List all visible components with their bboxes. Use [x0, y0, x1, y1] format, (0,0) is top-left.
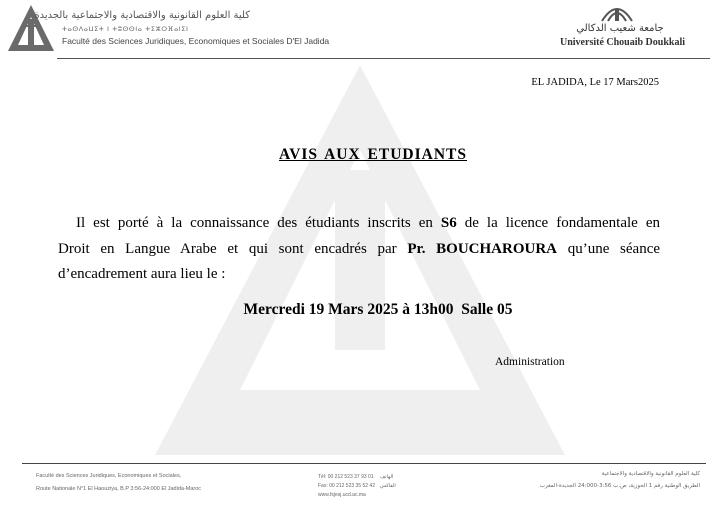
footer-address-arabic: [490, 468, 700, 492]
notice-date: EL JADIDA, Le 17 Mars2025: [531, 77, 659, 88]
notice-body: [58, 211, 660, 288]
university-logo-icon: [600, 1, 634, 23]
professor-name: Pr. BOUCHAROURA: [407, 240, 558, 257]
body-text: Il est porté à la connaissance des étudiants inscrits en: [76, 215, 441, 231]
university-name-french: Université Chouaib Doukkali: [560, 37, 686, 48]
session-details: Mercredi 19 Mars 2025 à 13h00 Salle 05: [243, 301, 513, 318]
footer-text: الطريق الوطنية رقم 1 الحوزية، ص.ب 3:56-24:000 الجديدة-المغرب: [539, 483, 700, 489]
semester-label: S6: [440, 215, 457, 231]
footer-text: Route Nationale N°1 El Haouziya, B.P 3:56-24:000 El Jadida-Maroc: [36, 486, 202, 492]
footer-phone-label: الهاتف: [380, 474, 394, 480]
body-text: de la licence fondamentale en: [456, 215, 660, 231]
footer-text: كلية العلوم القانونية والاقتصادية والاجتماعية: [601, 471, 700, 477]
body-line-1: [58, 211, 660, 237]
body-text: Droit en Langue Arabe et qui sont encadrés par: [58, 240, 408, 257]
footer-phone: Tél: 00 212 523 37 93 01: [318, 474, 374, 480]
signature: Administration: [495, 356, 565, 368]
letterhead: [0, 0, 716, 62]
faculty-name-arabic: كلية العلوم القانونية والاقتصادية والاجتماعية بالجديدة: [34, 10, 250, 21]
university-name-arabic: جامعة شعيب الدكالي: [576, 23, 664, 34]
footer-text: Faculté des Sciences Juridiques, Economiques et Sociales,: [36, 473, 182, 479]
footer-fax: Fax: 00 212 523 35 52 42: [318, 483, 375, 489]
footer-website: www.fsjesj.ucd.ac.ma: [318, 492, 366, 498]
body-text: qu’une séance: [557, 240, 661, 257]
footer-address-french: [36, 470, 201, 496]
body-line-3: d’encadrement aura lieu le :: [58, 266, 226, 282]
body-line-2: [58, 237, 660, 263]
header-divider: [57, 58, 710, 59]
footer-divider: [22, 463, 706, 464]
faculty-name-tifinagh: ⵜⴰⵙⴷⴰⵡⵉⵜ ⵏ ⵜⵓⵙⵙⵏⴰ ⵜⵉⵣⵔⴼⴰⵏⵉⵏ: [62, 25, 189, 33]
notice-title: AVIS AUX ETUDIANTS: [279, 146, 467, 163]
footer-contact: [318, 473, 396, 500]
faculty-name-french: Faculté des Sciences Juridiques, Economiques et Sociales D'El Jadida: [62, 36, 330, 46]
footer-fax-label: الفاكس: [380, 483, 396, 489]
